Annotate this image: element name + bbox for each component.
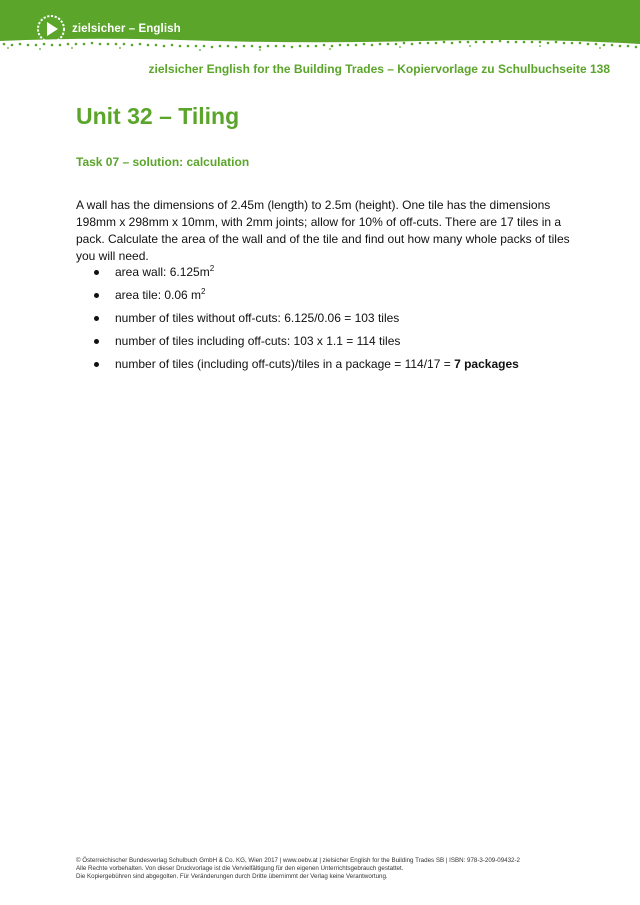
list-item-text: area wall: 6.125m	[115, 265, 210, 279]
play-circle-icon	[36, 14, 66, 44]
brand-name: zielsicher – English	[72, 23, 181, 35]
task-heading: Task 07 – solution: calculation	[76, 155, 250, 169]
footer-line: Die Kopiergebühren sind abgegolten. Für Veränderungen durch Dritte übernimmt der Verlag keine Verantwortung.	[76, 873, 388, 880]
task-description: A wall has the dimensions of 2.45m (length) to 2.5m (height). One tile has the dimensions 198mm x 298mm x 10mm, with 2mm joints; allow for 10% of off-cuts. There are 17 tiles in a pack. Calculate the area of the wall and of the tile and find out how many whole packs of tiles you will need.	[76, 198, 570, 263]
list-item	[76, 311, 571, 334]
list-item	[76, 334, 571, 357]
bullet-icon	[94, 270, 99, 275]
bullet-icon	[94, 362, 99, 367]
bullet-icon	[94, 293, 99, 298]
copyright-footer	[76, 857, 606, 881]
page-title: Unit 32 – Tiling	[76, 103, 240, 129]
bullet-icon	[94, 316, 99, 321]
list-item-text: area tile: 0.06 m	[115, 288, 202, 302]
superscript: 2	[209, 264, 215, 273]
header-banner	[0, 0, 640, 52]
list-item-text: number of tiles including off-cuts: 103 x 1.1 = 114 tiles	[115, 334, 401, 348]
list-item	[76, 265, 571, 288]
list-item-text: number of tiles without off-cuts: 6.125/0.06 = 103 tiles	[115, 311, 400, 325]
brand-logo	[36, 14, 181, 44]
list-item-text: number of tiles (including off-cuts)/tiles in a package = 114/17 =	[115, 357, 455, 371]
bullet-icon	[94, 339, 99, 344]
result-bold: 7 packages	[454, 357, 519, 371]
superscript: 2	[201, 287, 206, 296]
solution-list	[76, 265, 571, 380]
footer-line: © Österreichischer Bundesverlag Schulbuch GmbH & Co. KG, Wien 2017 | www.oebv.at | zielsicher English for the Building Trades SB | ISBN: 978-3-209-09432-2	[76, 857, 520, 864]
footer-line: Alle Rechte vorbehalten. Von dieser Druckvorlage ist die Vervielfältigung für den eigenen Unterrichtsgebrauch gestattet.	[76, 865, 404, 872]
list-item	[76, 288, 571, 311]
page-subtitle: zielsicher English for the Building Trades – Kopiervorlage zu Schulbuchseite 138	[148, 62, 610, 76]
list-item	[76, 357, 571, 380]
